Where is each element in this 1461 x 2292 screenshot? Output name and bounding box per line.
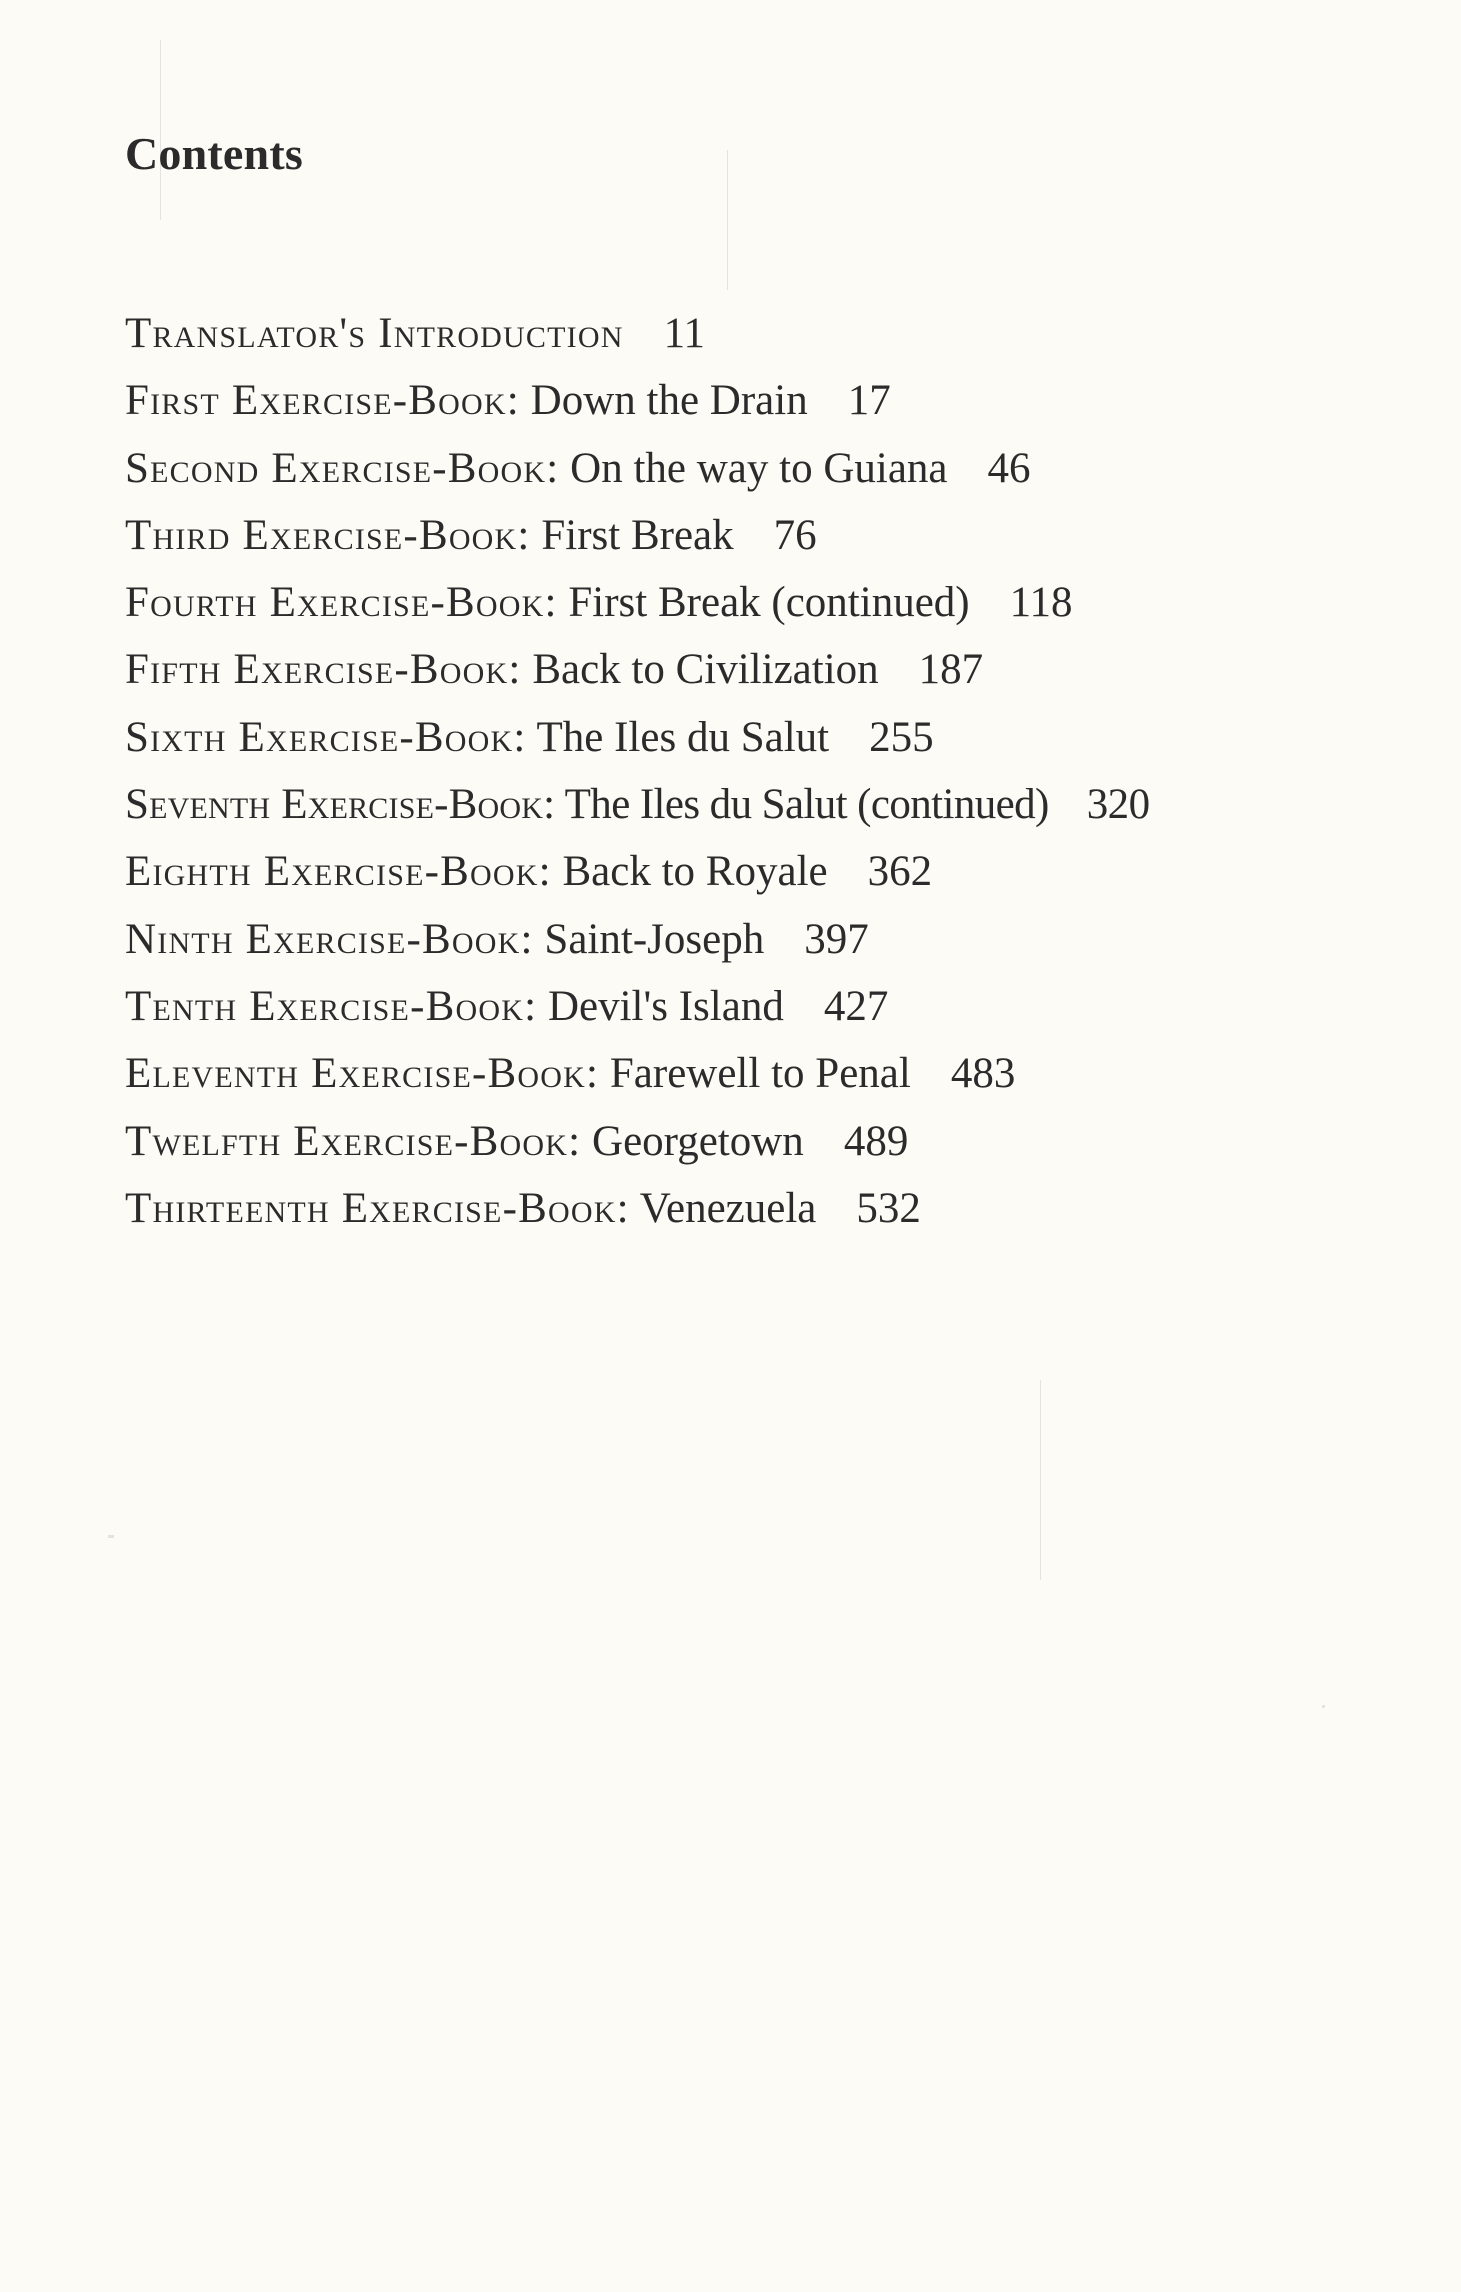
toc-page-number: 46: [987, 444, 1031, 492]
toc-part-label: Translator's Introduction: [125, 310, 624, 357]
toc-chapter-title: Farewell to Penal: [609, 1050, 911, 1098]
toc-entry-10: [125, 973, 1149, 1040]
toc-page-number: 11: [663, 310, 705, 357]
toc-chapter-title: The Iles du Salut: [536, 713, 830, 761]
toc-page-number: 255: [869, 713, 934, 761]
toc-entry-1: [125, 367, 1149, 434]
toc-page-number: 320: [1086, 781, 1150, 829]
toc-entry-13: [125, 1175, 1149, 1242]
toc-part-label: Eighth Exercise-Book:: [125, 848, 552, 896]
toc-entry-4: [125, 569, 1149, 636]
toc-chapter-title: On the way to Guiana: [570, 444, 948, 492]
toc-page-number: 427: [823, 982, 889, 1030]
toc-chapter-title: Georgetown: [592, 1117, 804, 1165]
toc-chapter-title: Devil's Island: [547, 982, 784, 1030]
toc-chapter-title: Back to Royale: [562, 848, 828, 896]
toc-chapter-title: Venezuela: [639, 1184, 817, 1232]
toc-chapter-title: Down the Drain: [530, 377, 808, 425]
toc-chapter-title: The Iles du Salut (continued): [564, 781, 1049, 829]
toc-chapter-title: Back to Civilization: [532, 646, 879, 694]
toc-part-label: Sixth Exercise-Book:: [125, 713, 527, 761]
toc-part-label: Third Exercise-Book:: [125, 511, 531, 559]
toc-part-label: First Exercise-Book:: [125, 377, 520, 425]
toc-entry-introduction: [125, 300, 1149, 367]
toc-entry-2: [125, 435, 1149, 502]
toc-chapter-title: First Break (continued): [568, 579, 970, 627]
toc-part-label: Second Exercise-Book:: [125, 444, 560, 492]
toc-page-number: 532: [856, 1184, 921, 1232]
toc-entry-7: [125, 771, 1149, 838]
toc-page-number: 483: [950, 1050, 1016, 1098]
toc-part-label: Thirteenth Exercise-Book:: [125, 1184, 630, 1232]
toc-entry-12: [125, 1108, 1149, 1175]
toc-entry-9: [125, 906, 1149, 973]
toc-part-label: Tenth Exercise-Book:: [125, 982, 538, 1030]
scan-dot-mark: [108, 1535, 114, 1538]
toc-entry-8: [125, 838, 1149, 905]
toc-part-label: Twelfth Exercise-Book:: [125, 1117, 582, 1165]
toc-page-number: 489: [843, 1117, 909, 1165]
scan-line-mark: [727, 150, 728, 290]
toc-part-label: Fourth Exercise-Book:: [125, 579, 558, 627]
page-title: Contents: [125, 127, 303, 179]
toc-chapter-title: First Break: [541, 511, 734, 559]
toc-page-number: 187: [918, 646, 984, 694]
toc-part-label: Seventh Exercise-Book:: [125, 781, 556, 829]
toc-page-number: 118: [1009, 579, 1073, 627]
toc-chapter-title: Saint-Joseph: [544, 915, 765, 963]
toc-part-label: Ninth Exercise-Book:: [125, 915, 534, 963]
table-of-contents: [125, 300, 1149, 1242]
toc-part-label: Eleventh Exercise-Book:: [125, 1050, 600, 1098]
scan-line-mark: [1040, 1380, 1041, 1580]
toc-entry-6: [125, 704, 1149, 771]
toc-entry-3: [125, 502, 1149, 569]
toc-entry-5: [125, 636, 1149, 703]
toc-page-number: 362: [867, 848, 933, 896]
toc-page-number: 76: [773, 511, 817, 559]
toc-page-number: 397: [804, 915, 869, 963]
toc-entry-11: [125, 1040, 1149, 1107]
toc-page-number: 17: [847, 377, 891, 425]
toc-part-label: Fifth Exercise-Book:: [125, 646, 522, 694]
scan-dot-mark: [1322, 1705, 1325, 1708]
